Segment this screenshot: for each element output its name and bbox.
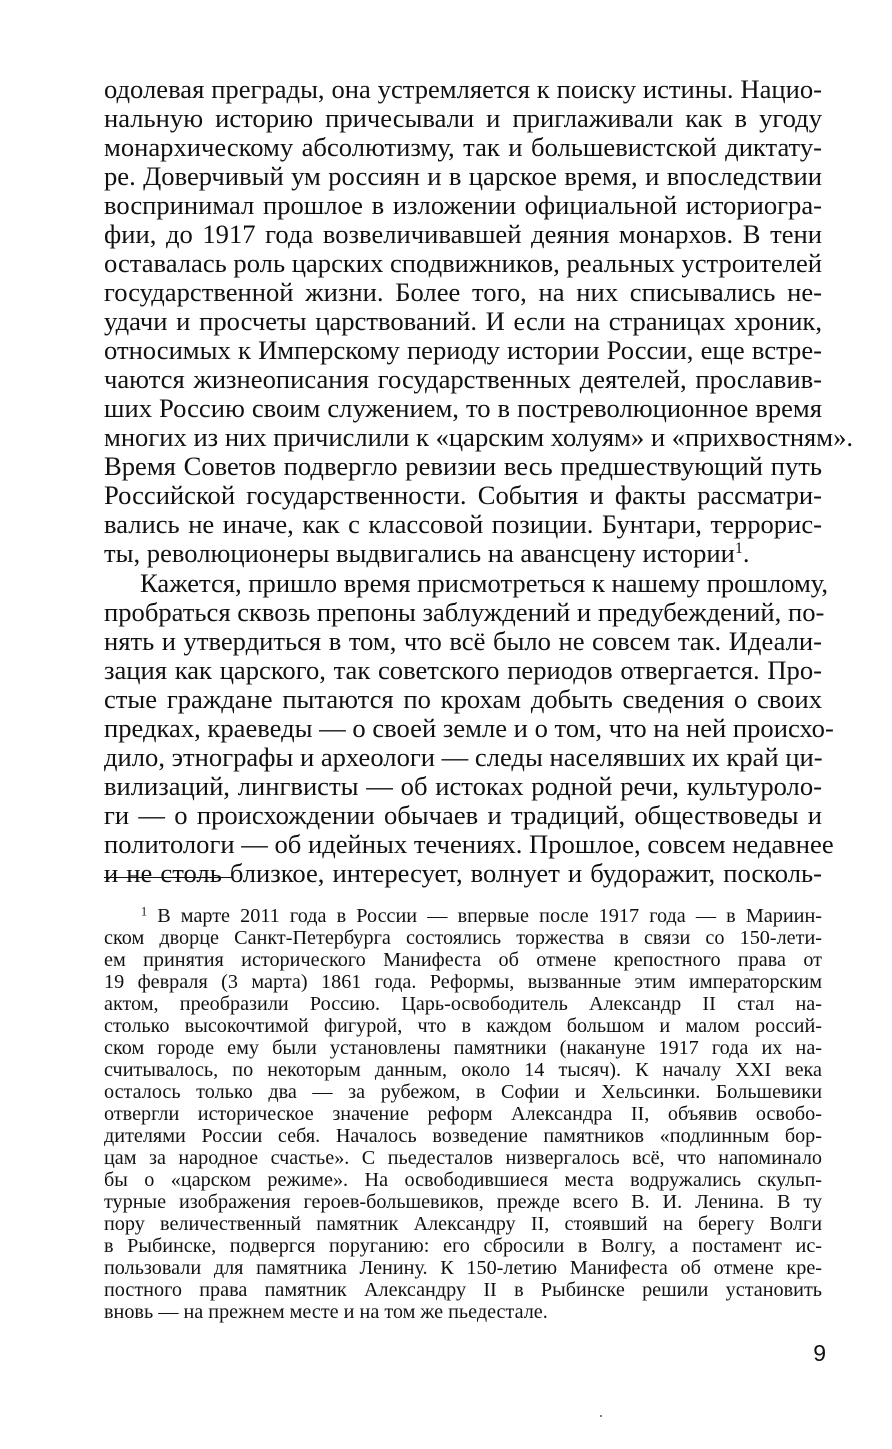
footnote-line: пору величественный памятник Александру II, стоявший на берегу Волги [104,1213,822,1235]
body-line: стые граждане пытаются по крохам добыть сведения о своих [104,684,822,714]
body-line: одолевая преграды, она устремляется к поиску истины. Нацио- [104,74,822,104]
body-line: оставалась роль царских сподвижников, реальных устроителей [104,248,822,278]
sentence-period: . [742,538,750,568]
footnote-line: ском городе ему были установлены памятники (накануне 1917 года их на- [104,1037,822,1059]
body-line-paragraph-end [104,539,822,568]
footnote-line: считывалось, по некоторым данным, около 14 тысяч). К началу XXI века [104,1059,822,1081]
footnote-line: ем принятия исторического Манифеста об отмене крепостного права от [104,949,822,971]
footnote-line: 19 февраля (3 марта) 1861 года. Реформы, вызванные этим императорским [104,971,822,993]
footnote-marker: 1 [141,904,148,919]
footnote-line: пользовали для памятника Ленину. К 150-летию Манифеста об отмене кре- [104,1257,822,1279]
footnote-line: осталось только два — за рубежом, в Софии и Хельсинки. Большевики [104,1081,822,1103]
body-line: политологи — об идейных течениях. Прошлое, совсем недавнее [104,829,834,859]
body-line: ре. Доверчивый ум россиян и в царское время, и впоследствии [104,161,822,191]
footnote-line: бы о «царском режиме». На освободившиеся места водружались скульп- [104,1169,822,1191]
body-line: вались не иначе, как с классовой позиции. Бунтари, террорис- [104,509,822,539]
body-line: чаются жизнеописания государственных деятелей, прославив- [104,364,822,394]
footnote-line: цам за народное счастье». С пьедесталов низвергалось всё, что напоминало [104,1147,822,1169]
page-number: 9 [813,1340,826,1366]
footnote-line-last: вновь — на прежнем месте и на том же пьедестале. [104,1301,548,1323]
footnote-line: постного права памятник Александру II в Рыбинске решили установить [104,1279,822,1301]
scan-speck [600,1415,602,1417]
body-line: предках, краеведы — о своей земле и о том, что на ней происхо- [104,713,834,743]
footnote-line: турные изображения героев-большевиков, прежде всего В. И. Ленина. В ту [104,1191,822,1213]
body-line: ших Россию своим служением, то в постреволюционное время [104,393,822,423]
footnote-separator [104,877,232,878]
footnote-line: столько высокочтимой фигурой, что в каждом большом и малом россий- [104,1015,822,1037]
body-line: пробраться сквозь препоны заблуждений и предубеждений, по- [104,597,825,627]
body-line: относимых к Имперскому периоду истории России, еще встре- [104,335,822,365]
footnote-line: отвергли историческое значение реформ Александра II, объявив освобо- [104,1103,822,1125]
body-line: дило, этнографы и археологи — следы населявших их край ци- [104,742,823,772]
footnote-line: дителями России себя. Началось возведение памятников «подлинным бор- [104,1125,822,1147]
body-line: удачи и просчеты царствований. И если на страницах хроник, [104,306,822,336]
body-line: и не столь близкое, интересует, волнует и будоражит, посколь- [104,858,822,888]
body-line: монархическому абсолютизму, так и большевистской диктату- [104,132,822,162]
body-line: зация как царского, так советского периодов отвергается. Про- [104,655,822,685]
body-line: государственной жизни. Более того, на них списывались не- [104,277,822,307]
body-line: Время Советов подвергло ревизии весь предшествующий путь [104,451,822,481]
body-line: ги — о происхождении обычаев и традиций, обществоведы и [104,800,822,830]
footnote-line-first [141,905,822,927]
footnote-line-text: В марте 2011 года в России — впервые после 1917 года — в Мариин- [157,905,822,927]
body-line: фии, до 1917 года возвеличивавшей деяния монархов. В тени [104,219,822,249]
body-line: воспринимал прошлое в изложении официальной историогра- [104,190,822,220]
body-line: нять и утвердиться в том, что всё было не совсем так. Идеали- [104,626,822,656]
body-line-paragraph-start: Кажется, пришло время присмотреться к нашему прошлому, [140,568,829,598]
footnote-line: актом, преобразили Россию. Царь-освободитель Александр II стал на- [104,993,822,1015]
footnote-line: в Рыбинске, подвергся поруганию: его сбросили в Волгу, а постамент ис- [104,1235,822,1257]
body-line: вилизаций, лингвисты — об истоках родной речи, культуроло- [104,771,822,801]
body-line: Российской государственности. События и факты рассматри- [104,480,822,510]
body-line: многих из них причислили к «царским холуям» и «прихвостням». [104,422,854,452]
body-line: нальную историю причесывали и приглаживали как в угоду [104,103,822,133]
footnote-reference: 1 [734,540,743,558]
footnote-line: ском дворце Санкт-Петербурга состоялись торжества в связи со 150-лети- [104,927,822,949]
body-line-text: ты, революционеры выдвигались на авансцену истории [104,538,735,568]
